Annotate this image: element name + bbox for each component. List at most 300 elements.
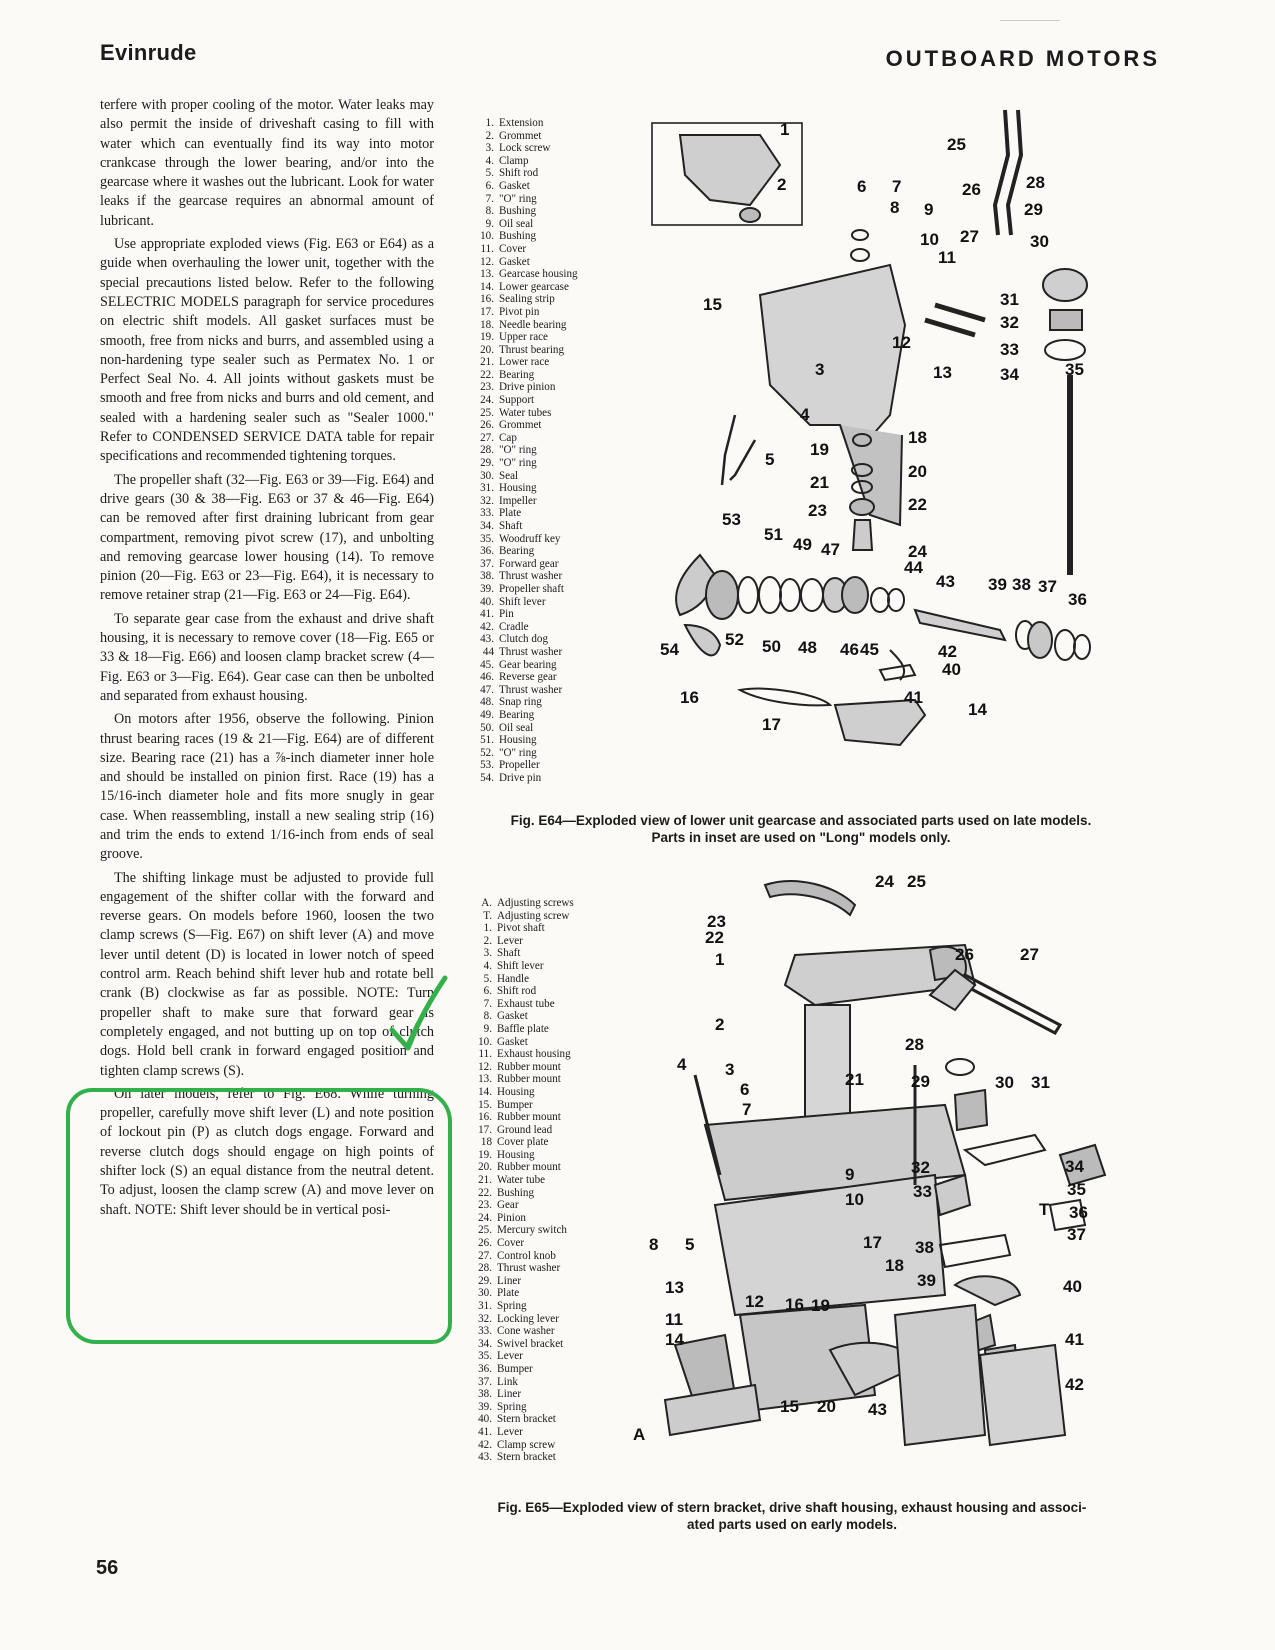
callout-number: 42 [938,642,957,661]
running-header-section: OUTBOARD MOTORS [885,46,1160,71]
parts-legend-row [476,684,578,697]
callout-number: 23 [707,912,726,931]
part-number: 38. [478,1388,492,1401]
fig-e64-caption-line1: Fig. E64—Exploded view of lower unit gearcase and associated parts used on late models. [510,813,1092,828]
part-number: 7. [483,997,492,1010]
part-number: 30. [478,1287,492,1300]
part-number: 39. [480,582,494,595]
parts-legend-row [474,1036,574,1049]
parts-legend-row [476,709,578,722]
part-number: T. [483,909,492,922]
part-number: 1. [483,922,492,935]
callout-number: 13 [665,1278,684,1297]
part-name: Lever [497,1350,523,1363]
body-paragraph-highlighted: The shifting linkage must be adjusted to provide full engagement of the shifter collar with the forward and reverse gears. On models before 1960, loosen the two clamp screws (S—Fig. E67) on shift lever (A) and move lever until detent (D) is located in lower notch of speed control arm. Reach behind shift lever hub and rotate bell crank (B) clockwise as far as possible. NOTE: Turn propeller shaft to make sure that forward gear is completely engaged, and not butting up on top of clutch dogs. Hold bell crank in forward engaged position and tighten clamp screws (S). [100,869,434,1079]
part-number: 27. [480,431,494,444]
part-number: 44 [482,645,494,658]
parts-legend-row [474,1451,574,1464]
callout-number: 20 [817,1397,836,1416]
parts-legend-row [474,1149,574,1162]
part-name: Locking lever [497,1312,559,1325]
part-number: 50. [480,721,494,734]
callout-number: 4 [677,1055,687,1074]
callout-number: 46 [840,640,859,659]
parts-legend-row [474,1073,574,1086]
callout-number: 23 [808,501,827,520]
part-number: 28. [480,444,494,457]
part-name: "O" ring [499,746,537,759]
callout-number: 31 [1031,1073,1050,1092]
callout-number: 34 [1065,1157,1084,1176]
parts-legend-row [474,1287,574,1300]
part-number: 28. [478,1262,492,1275]
parts-legend-row [476,671,578,684]
parts-legend-row [476,659,578,672]
fig-e64-exploded-diagram [640,95,1110,795]
parts-legend-row [476,545,578,558]
fig-e65-caption [452,1499,1132,1533]
callout-number: 9 [924,200,934,219]
callout-number: 49 [793,535,812,554]
parts-legend-row [474,1086,574,1099]
part-name: Control knob [497,1249,556,1262]
callout-number: 26 [955,945,974,964]
part-number: 8. [483,1010,492,1023]
part-name: Pinion [497,1211,526,1224]
part-number: 22. [478,1186,492,1199]
callout-number: 39 [988,575,1007,594]
running-header-brand: Evinrude [100,40,197,65]
callout-number: 35 [1067,1180,1086,1199]
parts-legend-row [476,633,578,646]
part-name: Drive pin [499,771,542,784]
parts-legend-row [476,180,578,193]
parts-legend-row [476,243,578,256]
parts-legend-row [476,331,578,344]
part-number: 23. [478,1199,492,1212]
part-name: Gearcase housing [499,268,578,281]
part-number: 47. [480,683,494,696]
part-number: 36. [480,545,494,558]
part-number: 53. [480,759,494,772]
parts-legend-row [476,369,578,382]
part-number: 6. [483,985,492,998]
part-name: Handle [497,972,530,985]
callout-number: 21 [810,473,829,492]
fig-e65-parts-legend [474,897,574,1464]
part-name: Rubber mount [497,1161,561,1174]
part-name: Propeller shaft [499,582,565,595]
part-name: Oil seal [499,217,534,230]
part-name: Link [497,1375,518,1388]
parts-legend-row [476,306,578,319]
fig-e64-parts-legend [476,117,578,784]
part-name: Water tube [497,1174,546,1187]
part-name: Stern bracket [497,1451,556,1464]
parts-legend-row [476,583,578,596]
part-name: Lock screw [499,142,551,155]
body-paragraph: terfere with proper cooling of the motor. Water leaks may also permit the inside of driveshaft casing to fill with water which can eventually find its way into motor crankcase through the lower bearing, and/or into the gearcase where it washes out the lubricant. Look for water leaks if the gearcase requires an abnormal amount of lubricant. [100,97,434,229]
part-name: Cover [499,242,527,255]
callout-number: 40 [942,660,961,679]
part-name: Baffle plate [497,1022,549,1035]
part-name: Support [499,394,535,407]
parts-legend-row [474,1363,574,1376]
part-name: Shift lever [497,959,544,972]
callout-number: 48 [798,638,817,657]
callout-number: 9 [845,1165,855,1184]
part-name: Cap [499,431,517,444]
parts-legend-row [476,558,578,571]
callout-number: 40 [1063,1277,1082,1296]
parts-legend-row [474,1325,574,1338]
callout-number: 37 [1067,1225,1086,1244]
parts-legend-row [476,772,578,785]
part-name: Clutch dog [499,633,548,646]
part-name: Reverse gear [499,671,557,684]
callout-number: 32 [1000,313,1019,332]
parts-legend-row [474,1376,574,1389]
callout-number: 41 [1065,1330,1084,1349]
part-name: Snap ring [499,696,542,709]
parts-legend-row [474,910,574,923]
parts-legend-row [474,922,574,935]
part-name: Bearing [499,545,535,558]
part-name: Pin [499,608,514,621]
scan-mark [1000,20,1060,21]
parts-legend-row [474,1048,574,1061]
parts-legend-row [474,998,574,1011]
parts-legend-row [476,608,578,621]
part-name: Lever [497,934,523,947]
parts-legend-row [474,1199,574,1212]
part-number: 29. [480,457,494,470]
parts-legend-row [476,646,578,659]
callout-number: 41 [904,688,923,707]
callout-number: 18 [885,1256,904,1275]
parts-legend-row [476,596,578,609]
parts-legend-row [474,1023,574,1036]
fig-e65-exploded-diagram [633,872,1125,1490]
callout-number: 11 [665,1310,683,1329]
parts-legend-row [474,1212,574,1225]
callout-number: 29 [1024,200,1043,219]
callout-number: 42 [1065,1375,1084,1394]
part-name: Bumper [497,1362,533,1375]
part-number: 11. [480,242,494,255]
parts-legend-row [476,381,578,394]
part-name: Shift rod [497,985,537,998]
part-name: Housing [497,1085,535,1098]
part-name: Water tubes [499,406,552,419]
callout-number: 25 [907,872,926,891]
callout-number: 26 [962,180,981,199]
part-name: "O" ring [499,444,537,457]
parts-legend-row [476,281,578,294]
part-number: 19. [480,331,494,344]
parts-legend-row [474,1061,574,1074]
parts-legend-row [474,1174,574,1187]
part-number: 6. [485,179,494,192]
part-number: 9. [483,1022,492,1035]
part-name: Swivel bracket [497,1337,564,1350]
part-number: 33. [480,507,494,520]
part-name: Rubber mount [497,1060,561,1073]
callout-number: 4 [800,405,810,424]
parts-legend-row [474,1237,574,1250]
parts-legend-row [476,621,578,634]
part-name: Forward gear [499,557,559,570]
parts-legend-row [474,1439,574,1452]
part-name: Lever [497,1425,523,1438]
part-name: Cone washer [497,1325,555,1338]
part-number: 2. [485,129,494,142]
part-number: 40. [480,595,494,608]
part-number: 30. [480,469,494,482]
part-number: 10. [478,1035,492,1048]
part-number: 39. [478,1400,492,1413]
parts-legend-row [476,520,578,533]
part-number: 32. [478,1312,492,1325]
parts-legend-row [474,1099,574,1112]
callout-number: 30 [995,1073,1014,1092]
parts-legend-row [476,722,578,735]
callout-number: 19 [811,1296,830,1315]
part-name: Housing [499,734,537,747]
parts-legend-row [476,495,578,508]
part-number: 19. [478,1148,492,1161]
callout-number: 45 [860,640,879,659]
fig-e64-caption [456,812,1146,846]
part-number: 52. [480,746,494,759]
parts-legend-row [476,470,578,483]
parts-legend-row [474,1300,574,1313]
callout-number: 38 [1012,575,1031,594]
part-name: Lower race [499,356,550,369]
callout-number: 15 [780,1397,799,1416]
part-name: Sealing strip [499,293,555,306]
part-number: A. [481,897,492,909]
part-name: Impeller [499,494,537,507]
callout-number: 35 [1065,360,1084,379]
part-name: Gasket [499,179,530,192]
part-number: 40. [478,1413,492,1426]
parts-legend-row [476,230,578,243]
part-name: Cradle [499,620,529,633]
callout-number: 25 [947,135,966,154]
callout-number: 51 [764,525,783,544]
parts-legend-row [474,1250,574,1263]
part-name: Cover plate [497,1136,549,1149]
parts-legend-row [474,1275,574,1288]
part-name: Spring [497,1400,527,1413]
callout-number: 16 [785,1295,804,1314]
part-name: Bushing [499,205,536,218]
part-name: Thrust washer [497,1262,561,1275]
part-number: 12. [478,1060,492,1073]
parts-legend-row [476,432,578,445]
parts-legend-row [474,897,574,910]
part-number: 7. [485,192,494,205]
callout-number: 21 [845,1070,864,1089]
part-name: Clamp screw [497,1438,556,1451]
callout-number: 6 [857,177,867,196]
callout-number: 50 [762,637,781,656]
part-number: 31. [478,1300,492,1312]
callout-number: 3 [725,1060,735,1079]
part-number: 33. [478,1325,492,1338]
part-number: 25. [480,406,494,419]
part-name: Housing [497,1148,535,1161]
part-name: Bearing [499,368,535,381]
body-paragraph: To separate gear case from the exhaust and drive shaft housing, it is necessary to remove cover (18—Fig. E65 or 33 & 18—Fig. E66) and loosen clamp bracket screw (4—Fig. E63 or 3—Fig. E64). Gear case can then be unbolted and separated from exhaust housing. [100,610,434,704]
callout-number: 1 [780,120,790,139]
parts-legend-row [476,734,578,747]
part-number: 32. [480,494,494,507]
part-number: 37. [480,557,494,570]
part-name: Mercury switch [497,1224,567,1237]
callout-number: 18 [908,428,927,447]
parts-legend-row [474,1401,574,1414]
parts-legend-row [474,1413,574,1426]
page-number: 56 [96,1557,119,1579]
part-number: 2. [483,934,492,947]
callout-number: 16 [680,688,699,707]
part-name: Thrust washer [499,683,563,696]
callout-number: 30 [1030,232,1049,251]
part-number: 42. [480,620,494,633]
parts-legend-row [474,1426,574,1439]
callout-number: 47 [821,540,840,559]
callout-number: 14 [968,700,987,719]
part-number: 26. [478,1237,492,1250]
parts-legend-row [476,356,578,369]
part-number: 13. [480,268,494,281]
part-name: Liner [497,1274,522,1287]
callout-number: 17 [863,1233,882,1252]
part-number: 43. [480,633,494,646]
part-number: 17. [478,1123,492,1136]
part-number: 34. [480,520,494,532]
part-name: Seal [499,469,519,482]
callout-number: 39 [917,1271,936,1290]
part-name: Grommet [499,129,542,142]
parts-legend-row [474,1187,574,1200]
parts-legend-row [474,1350,574,1363]
part-name: Drive pinion [499,381,556,394]
part-number: 48. [480,696,494,709]
part-name: Extension [499,117,544,129]
callout-number: 27 [960,227,979,246]
part-name: Shaft [497,947,521,960]
parts-legend-row [476,419,578,432]
part-number: 16. [478,1111,492,1124]
callout-number: 36 [1068,590,1087,609]
callout-number: 10 [920,230,939,249]
parts-legend-row [476,130,578,143]
part-name: Exhaust housing [497,1048,571,1061]
part-name: Bumper [497,1098,533,1111]
part-name: Shift rod [499,167,539,180]
parts-legend-row [476,759,578,772]
part-name: Cover [497,1237,525,1250]
fig-e64-caption-line2: Parts in inset are used on "Long" models only. [651,830,951,845]
part-name: "O" ring [499,457,537,470]
parts-legend-row [474,947,574,960]
callout-number: 53 [722,510,741,529]
callout-number: 7 [742,1100,752,1119]
part-number: 12. [480,255,494,268]
part-name: Pivot pin [499,305,540,318]
parts-legend-row [474,985,574,998]
part-name: Grommet [499,419,542,432]
part-number: 3. [485,142,494,155]
part-number: 34. [478,1337,492,1350]
part-number: 41. [478,1425,492,1438]
part-number: 5. [483,972,492,985]
callout-number: 43 [868,1400,887,1419]
part-number: 29. [478,1274,492,1287]
part-name: Plate [497,1287,520,1300]
callout-number: 33 [1000,340,1019,359]
part-name: Oil seal [499,721,534,734]
callout-number: 36 [1069,1203,1088,1222]
parts-legend-row [476,444,578,457]
part-name: Liner [497,1388,522,1401]
callout-number: T [1039,1200,1050,1219]
part-name: Adjusting screws [497,897,574,909]
part-name: Stern bracket [497,1413,556,1426]
callout-number: 43 [936,572,955,591]
callout-number: 2 [777,175,787,194]
parts-legend-row [474,935,574,948]
part-name: "O" ring [499,192,537,205]
callout-number: 3 [815,360,825,379]
part-number: 35. [478,1350,492,1363]
parts-legend-row [474,973,574,986]
parts-legend-row [474,1388,574,1401]
parts-legend-row [476,344,578,357]
part-name: Thrust washer [499,570,563,583]
part-name: Bearing [499,708,535,721]
part-name: Clamp [499,154,529,167]
callout-number: 22 [705,928,724,947]
part-name: Upper race [499,331,548,344]
part-number: 24. [480,394,494,407]
parts-legend-row [476,533,578,546]
part-name: Shaft [499,520,523,532]
callout-number: 44 [904,558,923,577]
callout-number: 22 [908,495,927,514]
part-name: Housing [499,482,537,495]
callout-number: 17 [762,715,781,734]
part-number: 14. [478,1085,492,1098]
parts-legend-row [476,117,578,130]
callout-number: 28 [1026,173,1045,192]
parts-legend-row [474,1224,574,1237]
callout-number: 11 [938,248,956,267]
part-number: 45. [480,658,494,671]
part-number: 18 [480,1136,492,1149]
part-name: Bushing [499,230,536,243]
callout-number: 24 [908,542,927,561]
part-number: 14. [480,280,494,293]
part-number: 38. [480,570,494,583]
parts-legend-row [476,167,578,180]
callout-number: 34 [1000,365,1019,384]
part-number: 20. [480,343,494,356]
callout-number: 8 [649,1235,659,1254]
